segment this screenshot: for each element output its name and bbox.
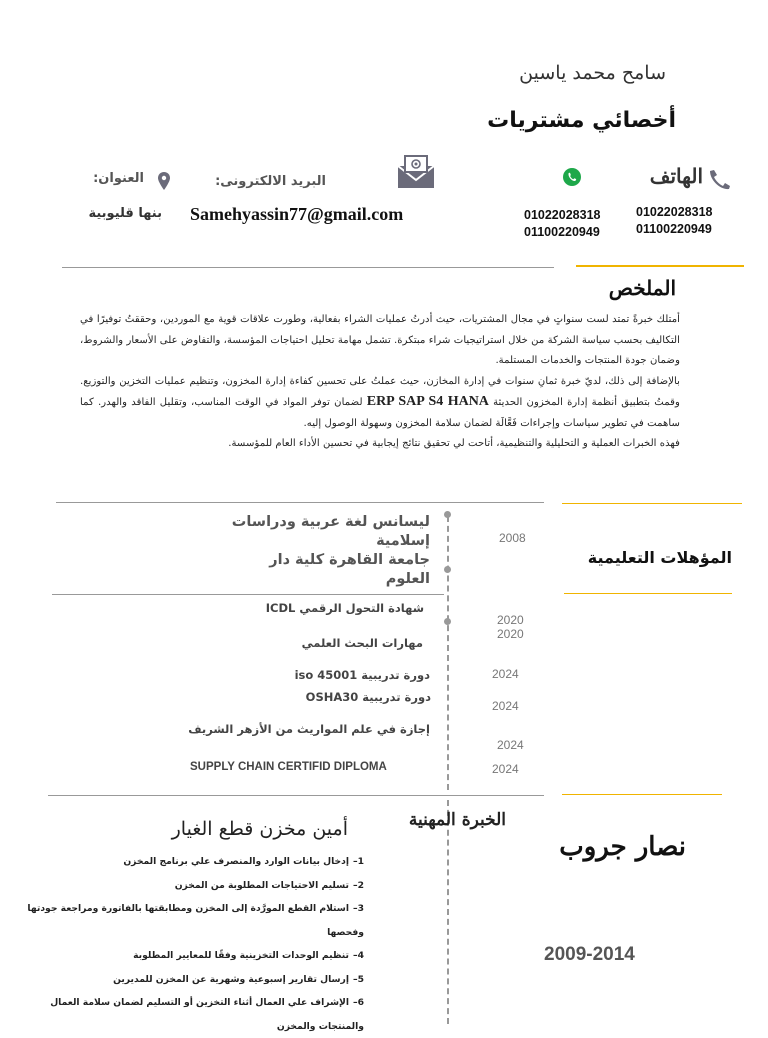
- divider: [56, 502, 544, 503]
- duties-list: [24, 850, 364, 1038]
- list-item: [24, 991, 364, 1038]
- phone-number: 01022028318: [636, 205, 713, 219]
- list-item: [24, 968, 364, 992]
- certificate-year: 2020: [497, 613, 524, 627]
- accent-rule: [576, 265, 744, 267]
- university: جامعة القاهرة كلية دار العلوم: [269, 552, 430, 587]
- list-item: [24, 850, 364, 874]
- summary-paragraph: فهذه الخبرات العملية و التحليلية والتنظيمية، أتاحت لي تحقيق نتائج إيجابية في تحسين الأداء العام للمؤسسة.: [228, 438, 680, 449]
- certificate: دورة تدريبية OSHA30: [305, 690, 431, 704]
- summary-text: [80, 310, 680, 455]
- employment-period: 2009-2014: [544, 944, 635, 965]
- whatsapp-icon: [562, 167, 582, 187]
- degree-title: إسلامية: [376, 533, 430, 549]
- accent-rule: [564, 593, 732, 594]
- summary-text-fragment: بالإضافة إلى ذلك، لديّ خبرة ثمانِ سنوات في إدارة المخازن، حيث عملتُ على تحسين كفاءة إدارة المخزون، وتنظيم عمليات التخزين والتوزيع. وقمتُ بتطبيق أنظمة إدارة المخزون الحديثة: [80, 375, 680, 408]
- divider: [62, 267, 554, 268]
- timeline-dot: [444, 511, 451, 518]
- list-item: [24, 874, 364, 898]
- person-name: سامح محمد ياسين: [519, 62, 666, 84]
- certificate: شهادة التحول الرقمي ICDL: [265, 601, 424, 615]
- degree: [220, 513, 430, 589]
- list-number: 3–: [353, 903, 364, 914]
- certificate: دورة تدريبية iso 45001: [294, 668, 430, 682]
- phone-number: 01100220949: [636, 222, 712, 236]
- accent-rule: [562, 794, 722, 795]
- summary-text-fragment: لضمان توفر المواد في الوقت المناسب، وتقليل الفاقد والهدر. كما ساهمت في تطوير سياسات وإجراءات فَعَّالَة لضمان سلامة المخزون وسهولة الوصول إليه.: [80, 397, 680, 429]
- phone-icon: [706, 168, 732, 190]
- certificate-year: 2024: [492, 762, 519, 776]
- accent-rule: [562, 503, 742, 504]
- job-title: أخصائي مشتريات: [487, 108, 676, 133]
- certificate-year: 2020: [497, 627, 524, 641]
- email-address[interactable]: Samehyassin77@gmail.com: [190, 204, 404, 224]
- timeline-line: [447, 800, 449, 1024]
- phone-numbers-primary: [636, 204, 712, 238]
- divider: [52, 594, 444, 595]
- list-text: تسليم الاحتياجات المطلوبة من المخزن: [174, 879, 349, 891]
- phone-numbers-secondary: [524, 207, 600, 241]
- certificate: إجازة في علم المواريث من الأزهر الشريف: [188, 722, 430, 736]
- list-text: الإشراف علي العمال أثناء التخزين أو التسليم لضمان سلامة العمال والمنتجات والمخزن: [50, 997, 364, 1032]
- degree-year: 2008: [499, 531, 526, 545]
- list-number: 6–: [353, 997, 364, 1008]
- envelope-icon: [396, 154, 436, 190]
- job-role: أمين مخزن قطع الغيار: [171, 818, 348, 840]
- summary-title: الملخص: [608, 276, 676, 300]
- company-name: نصار جروب: [559, 832, 686, 862]
- email-label: البريد الالكترونى:: [215, 174, 326, 189]
- address-label: العنوان:: [93, 171, 144, 186]
- erp-name: ERP SAP S4 HANA: [366, 394, 489, 409]
- list-item: [24, 897, 364, 944]
- certificate-year: 2024: [492, 667, 519, 681]
- phone-number: 01022028318: [524, 208, 601, 222]
- list-text: إرسال تقارير إسبوعية وشهرية عن المخزن للمديرين: [113, 973, 349, 985]
- list-number: 5–: [353, 973, 364, 985]
- timeline-line: [447, 516, 449, 790]
- timeline-dot: [444, 618, 451, 625]
- certificate: SUPPLY CHAIN CERTIFID DIPLOMA: [190, 761, 387, 773]
- timeline-dot: [444, 566, 451, 573]
- summary-paragraph: أمتلك خبرةً تمتد لست سنواتٍ في مجال المشتريات، حيث أدرتُ عمليات الشراء بفعالية، وطورت علاقات قوية مع الموردين، وحققتُ توفيرًا في التكاليف بحسب سياسة الشركة من خلال استراتيجيات شراء مبتكرة. تشمل مهامة تحليل احتياجات المؤسسة، والتفاوض على الأسعار والشروط، وضمان جودة المنتجات والخدمات المستلمة.: [80, 314, 680, 366]
- list-text: تنظيم الوحدات التخزينية وفقًا للمعايير المطلوبة: [133, 950, 349, 961]
- divider: [48, 795, 544, 796]
- phone-number: 01100220949: [524, 225, 600, 239]
- experience-title: الخبرة المهنية: [408, 810, 506, 830]
- address-value: بنها قليوبية: [88, 206, 162, 221]
- list-text: استلام القطع المورَّدة إلى المخزن ومطابقتها بالفاتورة ومراجعة جودتها وفحصها: [27, 903, 364, 938]
- list-text: إدخال بيانات الوارد والمنصرف علي برنامج المخزن: [123, 856, 349, 867]
- certificate-year: 2024: [492, 699, 519, 713]
- certificate: مهارات البحث العلمي: [301, 636, 423, 650]
- list-number: 2–: [353, 879, 364, 891]
- certificate-year: 2024: [497, 738, 524, 752]
- phone-label: الهاتف: [649, 164, 703, 188]
- education-title: المؤهلات التعليمية: [587, 548, 732, 567]
- list-number: 1–: [353, 856, 364, 867]
- list-number: 4–: [353, 950, 364, 961]
- degree-title: ليسانس لغة عربية ودراسات: [231, 514, 430, 530]
- location-pin-icon: [158, 172, 170, 190]
- summary-paragraph: [80, 372, 680, 435]
- list-item: [24, 944, 364, 968]
